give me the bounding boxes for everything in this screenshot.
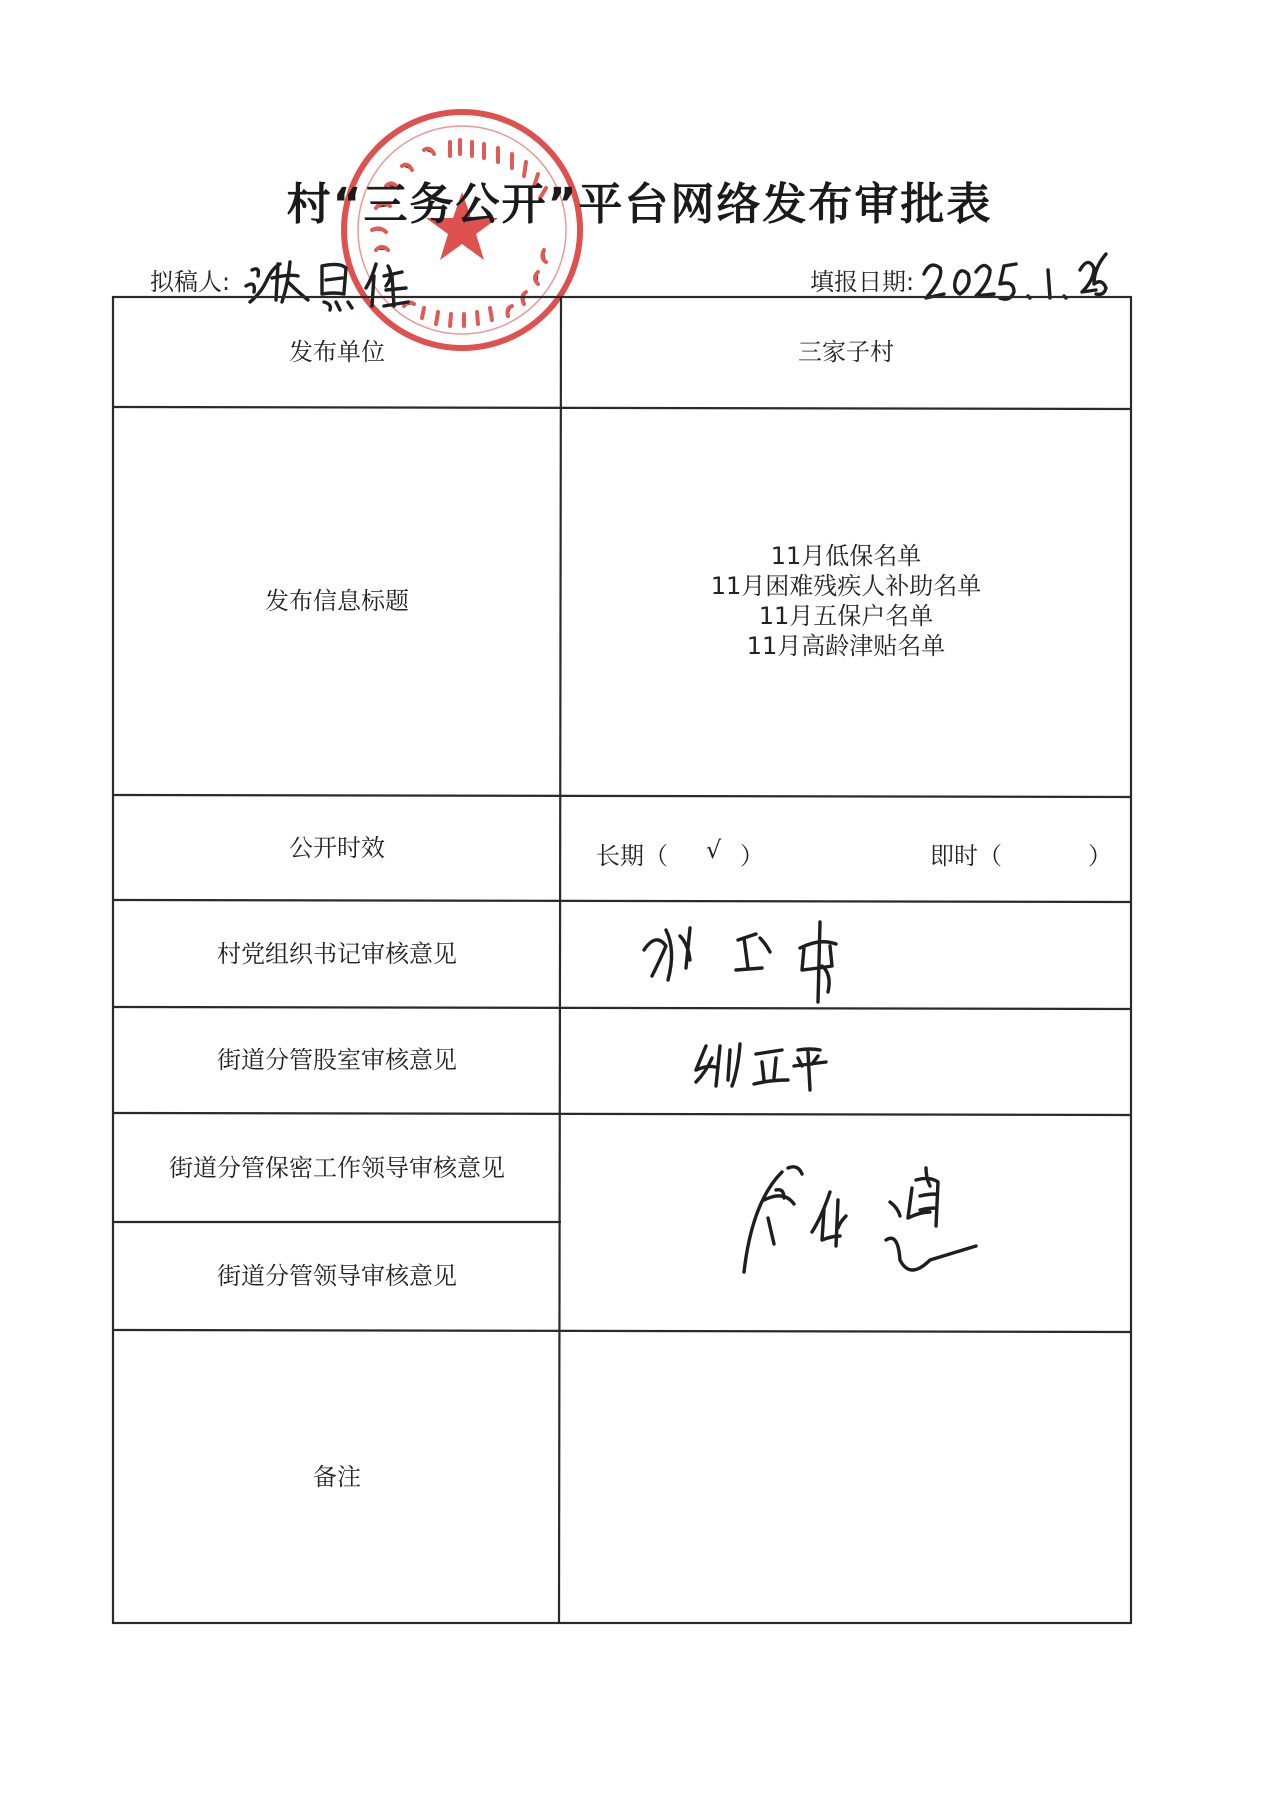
immediate-close-paren: ） <box>1088 842 1112 870</box>
remarks-value <box>561 1330 1131 1623</box>
street-office-label: 街道分管股室审核意见 <box>217 1046 457 1074</box>
publisher-label: 发布单位 <box>289 338 385 366</box>
long-term-close-paren: ） <box>740 842 764 870</box>
immediate-option-label: 即时（ <box>930 842 1002 870</box>
long-term-checkmark: √ <box>706 836 722 864</box>
titles-list <box>561 407 1131 795</box>
street-office-signature <box>690 1036 840 1096</box>
title-item: 11月困难残疾人补助名单 <box>710 572 982 600</box>
confidential-leader-signature <box>740 1160 1010 1290</box>
party-secretary-signature <box>640 908 900 1008</box>
date-label: 填报日期: <box>810 268 915 296</box>
title-item: 11月五保户名单 <box>758 602 934 630</box>
confidential-leader-label: 街道分管保密工作领导审核意见 <box>169 1153 505 1182</box>
remarks-label: 备注 <box>313 1462 361 1491</box>
titles-label: 发布信息标题 <box>265 587 409 615</box>
party-secretary-label: 村党组织书记审核意见 <box>217 939 457 968</box>
drafter-label: 拟稿人: <box>150 268 231 296</box>
title-item: 11月高龄津贴名单 <box>746 632 946 660</box>
publisher-value: 三家子村 <box>798 338 894 366</box>
timeliness-label: 公开时效 <box>289 833 385 862</box>
street-leader-label: 街道分管领导审核意见 <box>217 1262 457 1290</box>
long-term-option-label: 长期（ <box>596 842 668 870</box>
title-item: 11月低保名单 <box>770 542 922 570</box>
form-title: 村“三务公开”平台网络发布审批表 <box>286 179 993 230</box>
